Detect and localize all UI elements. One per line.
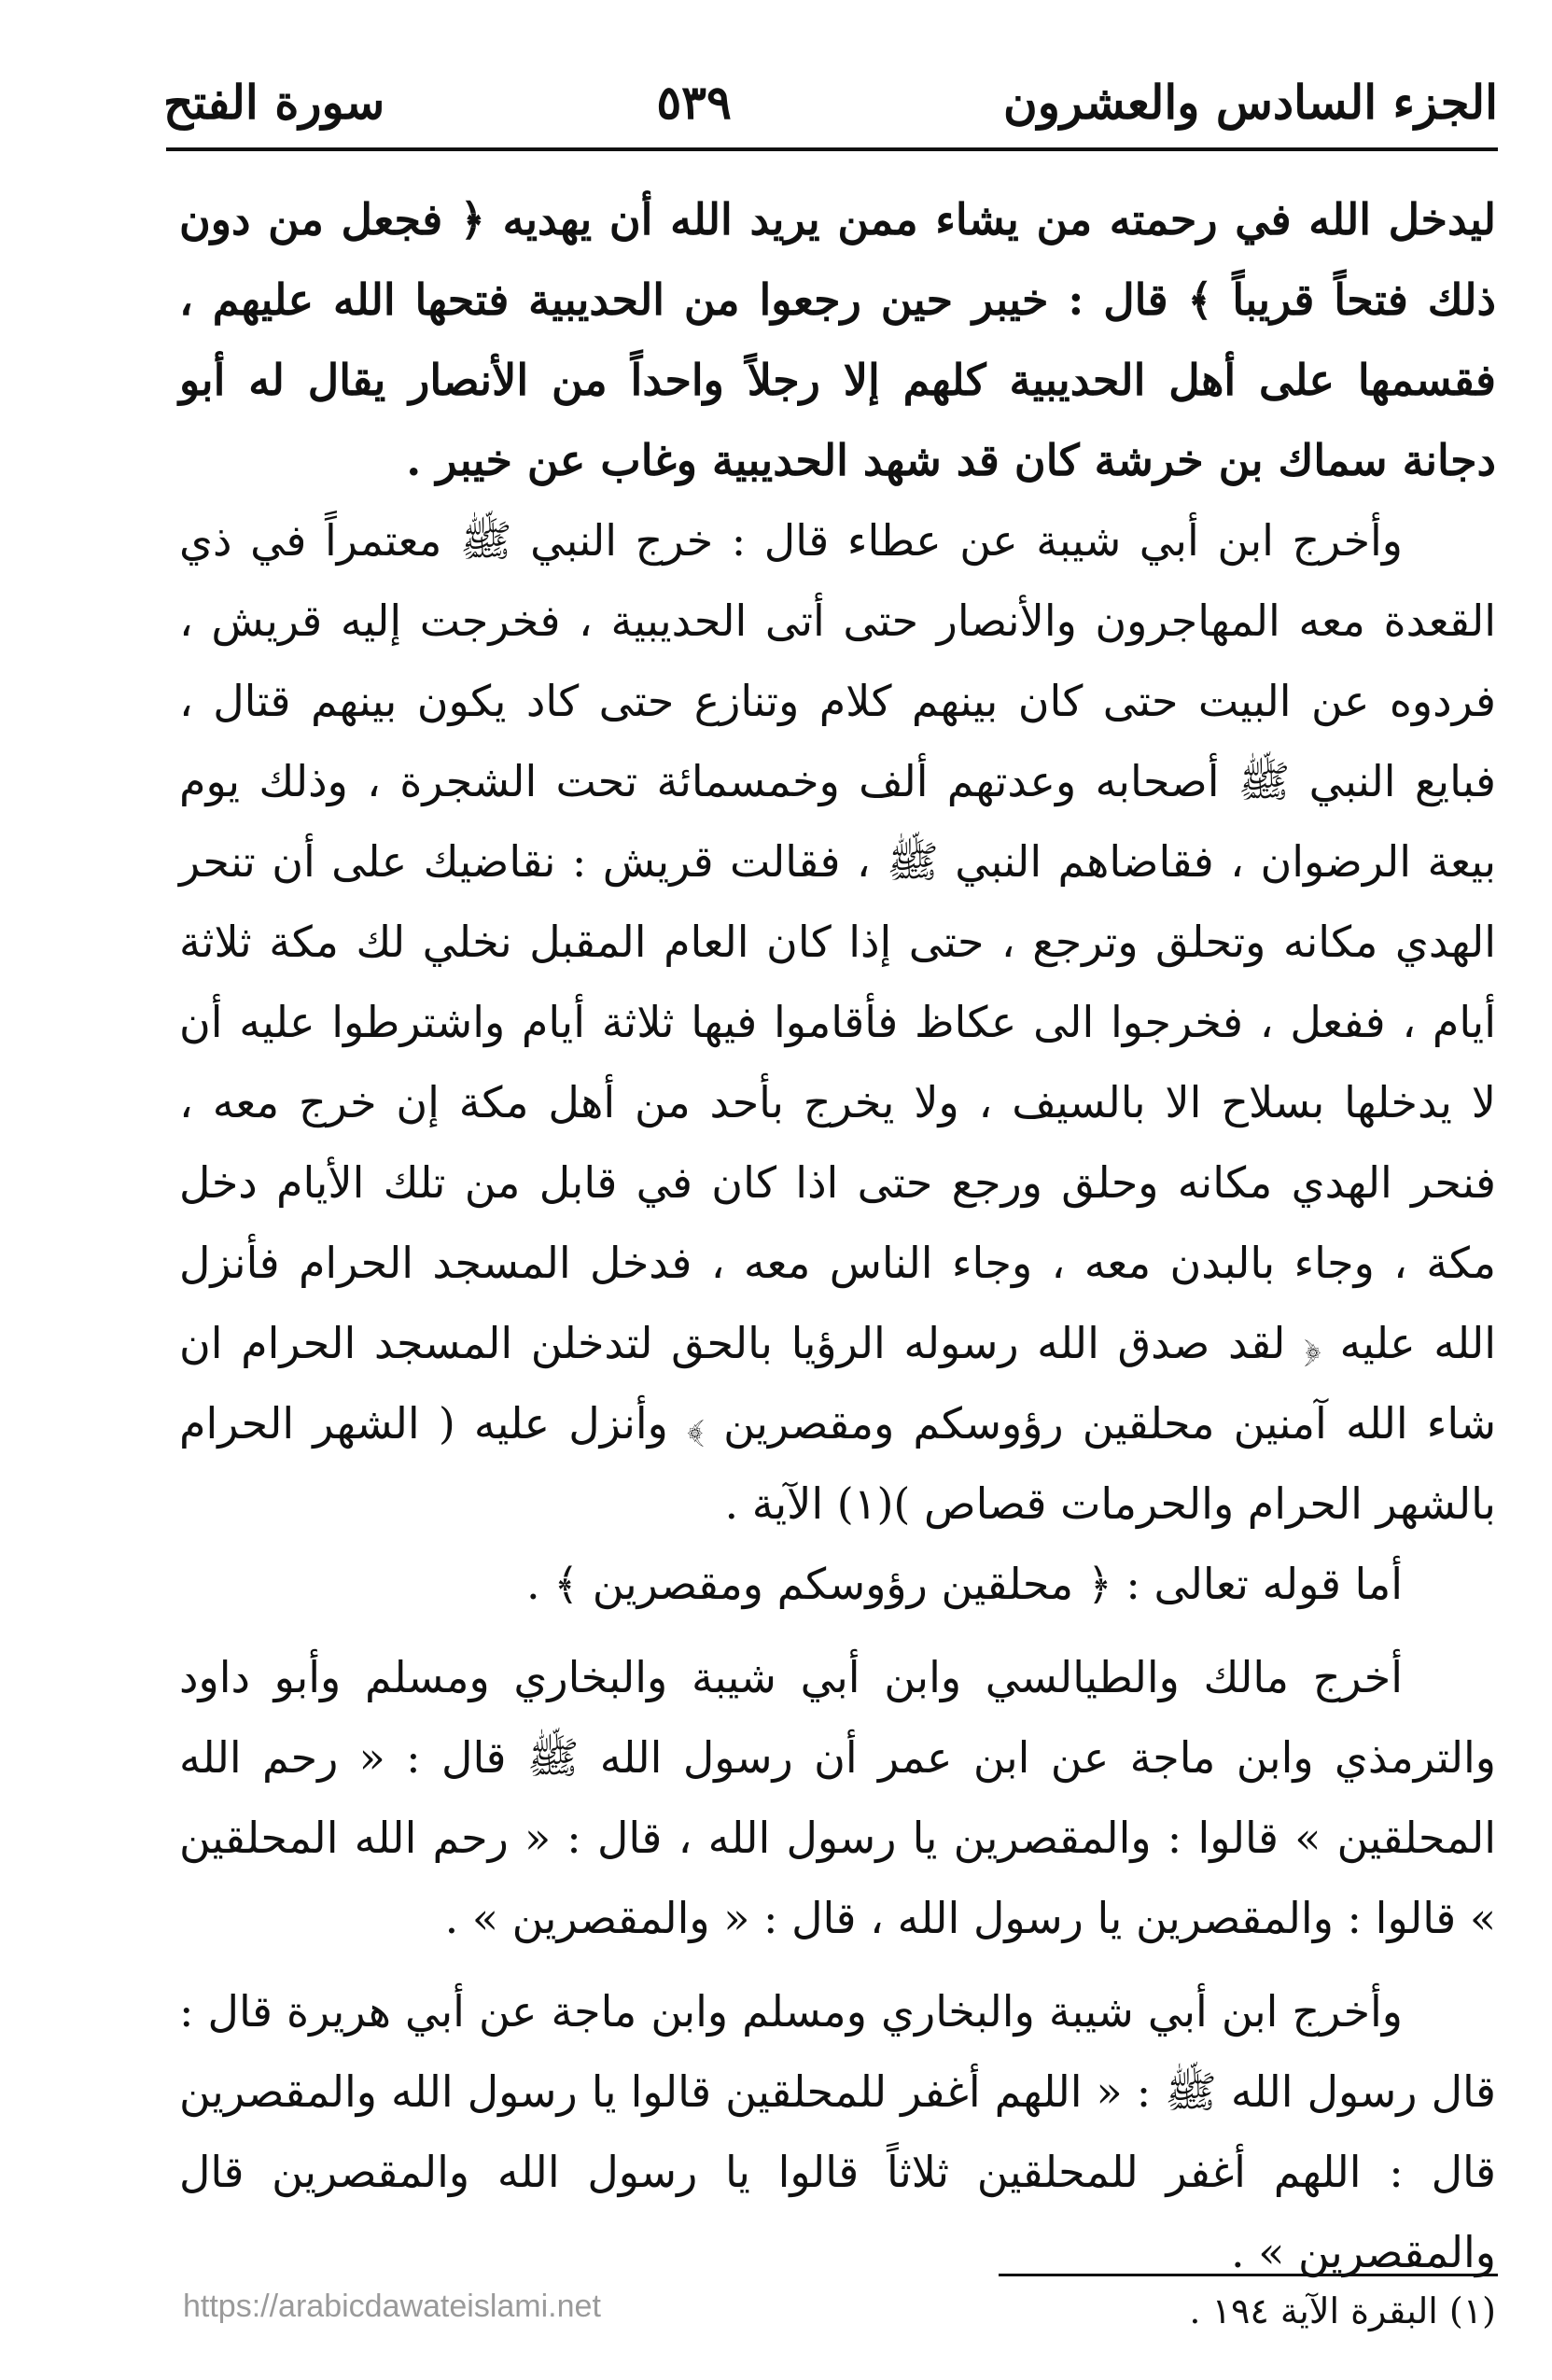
page-number: ٥٣٩ — [656, 75, 732, 130]
page-header — [163, 58, 1498, 147]
paragraph-2: وأخرج ابن أبي شيبة عن عطاء قال : خرج النبي ﷺ معتمراً في ذي القعدة معه المهاجرون والأنصار حتى أتى الحديبية ، فخرجت إليه قريش ، فردوه عن البيت حتى كان بينهم كلام وتنازع حتى كاد يكون بينهم قتال ، فبايع النبي ﷺ أصحابه وعدتهم ألف وخمسمائة تحت الشجرة ، وذلك يوم بيعة الرضوان ، فقاضاهم النبي ﷺ ، فقالت قريش : نقاضيك على أن تنحر الهدي مكانه وتحلق وترجع ، حتى إذا كان العام المقبل نخلي لك مكة ثلاثة أيام ، ففعل ، فخرجوا الى عكاظ فأقاموا فيها ثلاثة أيام واشترطوا عليه أن لا يدخلها بسلاح الا بالسيف ، ولا يخرج بأحد من أهل مكة إن خرج معه ، فنحر الهدي مكانه وحلق ورجع حتى اذا كان في قابل من تلك الأيام دخل مكة ، وجاء بالبدن معه ، وجاء الناس معه ، فدخل المسجد الحرام فأنزل الله عليه ﴿ لقد صدق الله رسوله الرؤيا بالحق لتدخلن المسجد الحرام ان شاء الله آمنين محلقين رؤوسكم ومقصرين ﴾ وأنزل عليه ( الشهر الحرام بالشهر الحرام والحرمات قصاص )(١) الآية . — [179, 515, 1497, 1529]
juz-title: الجزء السادس والعشرون — [1002, 75, 1498, 130]
surah-title: سورة الفتح — [163, 75, 385, 130]
footnote: (١) البقرة الآية ١٩٤ . — [1189, 2290, 1496, 2331]
footnote-divider — [999, 2274, 1498, 2276]
paragraph-4: أخرج مالك والطيالسي وابن أبي شيبة والبخاري ومسلم وأبو داود والترمذي وابن ماجة عن ابن عمر أن رسول الله ﷺ قال : « رحم الله المحلقين » قالوا : والمقصرين يا رسول الله ، قال : « رحم الله المحلقين » قالوا : والمقصرين يا رسول الله ، قال : « والمقصرين » . — [179, 1652, 1496, 1943]
main-text — [179, 179, 1496, 2292]
paragraph-1: ليدخل الله في رحمته من يشاء ممن يريد الله أن يهديه ﴿ فجعل من دون ذلك فتحاً قريباً ﴾ قال : خيبر حين رجعوا من الحديبية فتحها الله عليهم ، فقسمها على أهل الحديبية كلهم إلا رجلاً واحداً من الأنصار يقال له أبو دجانة سماك بن خرشة كان قد شهد الحديبية وغاب عن خيبر . — [179, 194, 1497, 485]
paragraph-5: وأخرج ابن أبي شيبة والبخاري ومسلم وابن ماجة عن أبي هريرة قال : قال رسول الله ﷺ : « اللهم أغفر للمحلقين قالوا يا رسول الله والمقصرين قال : اللهم أغفر للمحلقين ثلاثاً قالوا يا رسول الله والمقصرين قال والمقصرين » . — [179, 1986, 1496, 2277]
watermark-link: https://arabicdawateislami.net — [183, 2289, 601, 2324]
header-divider — [166, 147, 1498, 151]
paragraph-3: أما قوله تعالى : ﴿ محلقين رؤوسكم ومقصرين ﴾ . — [525, 1559, 1403, 1609]
